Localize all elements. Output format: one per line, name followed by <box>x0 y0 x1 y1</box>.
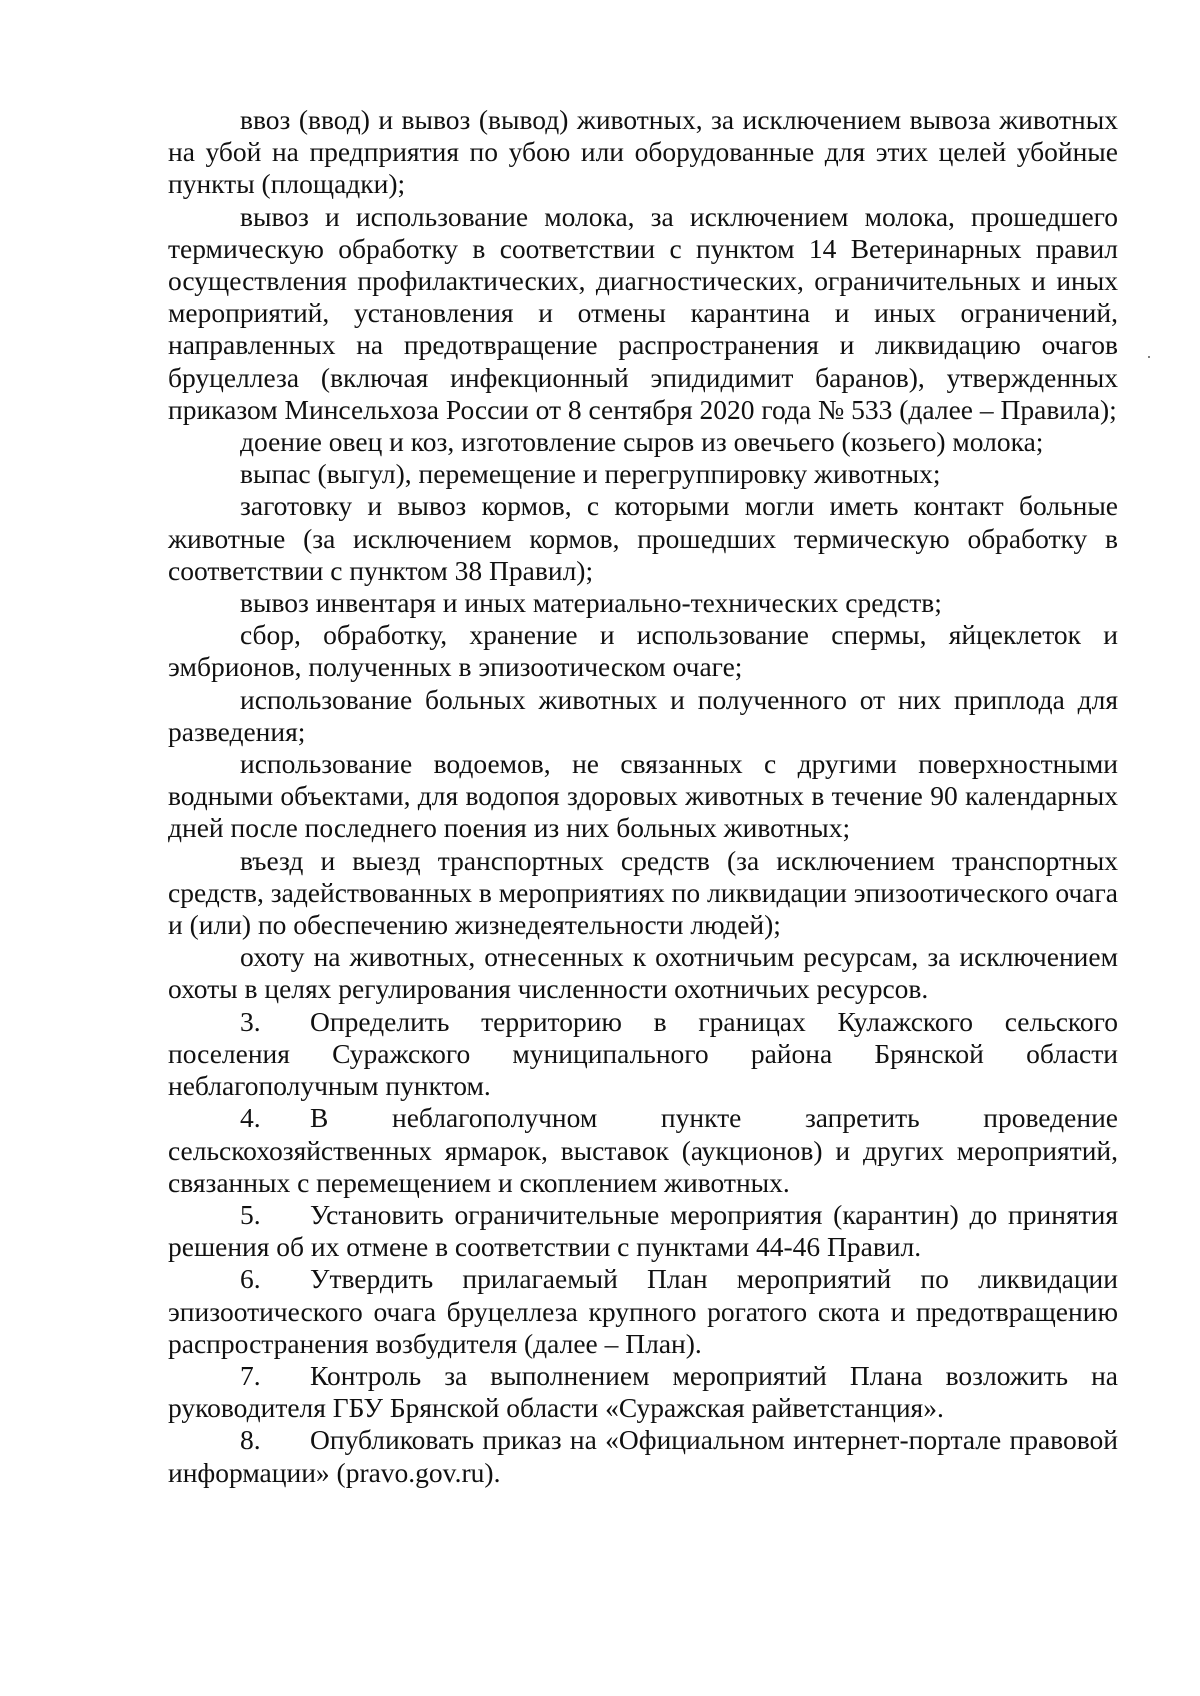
paragraph-text: Установить ограничительные мероприятия (карантин) до принятия решения об их отмене в соответствии с пунктами 44-46 Правил. <box>168 1198 1118 1263</box>
document-page <box>168 104 1118 1489</box>
restriction-item: вывоз и использование молока, за исключением молока, прошедшего термическую обработку в соответствии с пунктом 14 Ветеринарных правил осуществления профилактических, диагностических, ограничительных и иных мероприятий, установления и отмены карантина и иных ограничений, направленных на предотвращение распространения и ликвидацию очагов бруцеллеза (включая инфекционный эпидидимит баранов), утвержденных приказом Минсельхоза России от 8 сентября 2020 года № 533 (далее – Правила); <box>168 200 1118 425</box>
restriction-item: заготовку и вывоз кормов, с которыми могли иметь контакт больные животные (за исключением кормов, прошедших термическую обработку в соответствии с пунктом 38 Правил); <box>168 490 1118 586</box>
restriction-item: использование больных животных и полученного от них приплода для разведения; <box>168 683 1118 747</box>
scan-speck <box>1148 356 1150 358</box>
numbered-paragraph <box>168 1102 1118 1199</box>
paragraph-text: Определить территорию в границах Кулажского сельского поселения Суражского муниципального района Брянской области неблагополучным пунктом. <box>168 1005 1118 1102</box>
paragraph-number: 7. <box>240 1359 261 1391</box>
restriction-item: ввоз (ввод) и вывоз (вывод) животных, за исключением вывоза животных на убой на предприятия по убою или оборудованные для этих целей убойные пункты (площадки); <box>168 104 1118 200</box>
restriction-item: въезд и выезд транспортных средств (за исключением транспортных средств, задействованных в мероприятиях по ликвидации эпизоотического очага и (или) по обеспечению жизнедеятельности людей); <box>168 844 1118 941</box>
numbered-paragraph <box>168 1360 1118 1424</box>
paragraph-text: В неблагополучном пункте запретить проведение сельскохозяйственных ярмарок, выставок (аукционов) и других мероприятий, связанных с перемещением и скоплением животных. <box>168 1102 1118 1198</box>
paragraph-number: 6. <box>240 1263 261 1295</box>
restriction-item: сбор, обработку, хранение и использование спермы, яйцеклеток и эмбрионов, полученных в эпизоотическом очаге; <box>168 619 1118 683</box>
restriction-item: вывоз инвентаря и иных материально-технических средств; <box>240 587 942 619</box>
numbered-paragraph <box>168 1199 1118 1263</box>
paragraph-text: Опубликовать приказ на «Официальном интернет-портале правовой информации» (pravo.gov.ru). <box>168 1424 1118 1488</box>
restriction-item: доение овец и коз, изготовление сыров из овечьего (козьего) молока; <box>240 426 1044 458</box>
paragraph-number: 3. <box>240 1005 261 1037</box>
numbered-paragraph <box>168 1263 1118 1360</box>
numbered-paragraph <box>168 1424 1118 1488</box>
paragraph-text: Утвердить прилагаемый План мероприятий по ликвидации эпизоотического очага бруцеллеза крупного рогатого скота и предотвращению распространения возбудителя (далее – План). <box>168 1263 1118 1359</box>
paragraph-text: Контроль за выполнением мероприятий Плана возложить на руководителя ГБУ Брянской области «Суражская райветстанция». <box>168 1359 1118 1424</box>
numbered-paragraph <box>168 1006 1118 1103</box>
restriction-item: использование водоемов, не связанных с другими поверхностными водными объектами, для водопоя здоровых животных в течение 90 календарных дней после последнего поения из них больных животных; <box>168 748 1118 844</box>
paragraph-number: 5. <box>240 1198 261 1230</box>
restriction-item: выпас (выгул), перемещение и перегруппировку животных; <box>240 458 941 490</box>
paragraph-number: 4. <box>240 1102 261 1134</box>
paragraph-number: 8. <box>240 1424 261 1456</box>
restriction-item: охоту на животных, отнесенных к охотничьим ресурсам, за исключением охоты в целях регулирования численности охотничьих ресурсов. <box>168 941 1118 1005</box>
